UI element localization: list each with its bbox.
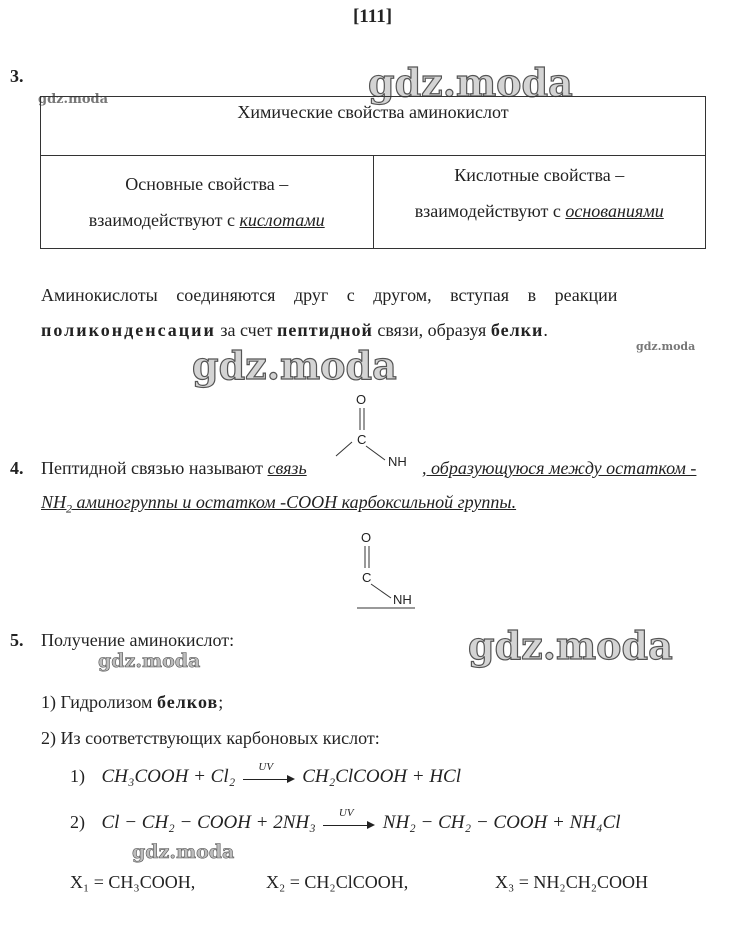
term-polycondensation: поликонденсации xyxy=(41,320,216,340)
acid-properties-label: Кислотные свойства – xyxy=(454,165,625,185)
basic-properties-cell xyxy=(41,156,374,249)
equation-1 xyxy=(70,760,462,788)
watermark-logo: gdz.moda xyxy=(636,340,696,353)
paragraph-line-1 xyxy=(41,285,735,306)
carbon-atom: C xyxy=(362,570,372,585)
nh-group: NH xyxy=(393,592,412,607)
task-5-number: 5. xyxy=(10,630,24,650)
answer-x1: X₁ = CH₃COOH, xyxy=(70,872,196,892)
item-1-text: Гидролизом xyxy=(60,692,153,712)
basic-properties-line2: взаимодействуют с xyxy=(88,210,235,230)
acid-properties-answer: основаниями xyxy=(565,201,664,221)
acid-properties-cell xyxy=(373,156,706,249)
item-1-number: 1) xyxy=(41,692,56,712)
equation-1-lhs: CH₃COOH + Cl₂ xyxy=(101,766,236,787)
task-5-title: Получение аминокислот: xyxy=(41,630,235,650)
answer-x3: X₃ = NH₂CH₂COOH xyxy=(495,872,648,892)
term-peptide: пептидной xyxy=(277,320,373,340)
equation-1-rhs: CH₂ClCOOH + HCl xyxy=(302,766,462,787)
task-4-number: 4. xyxy=(10,458,24,478)
equation-2-condition: UV xyxy=(338,806,354,819)
item-2-number: 2) xyxy=(41,728,56,748)
task-5-item-1 xyxy=(41,692,223,713)
reaction-arrow-icon xyxy=(323,806,375,831)
task-4-answer-word: связь xyxy=(267,458,307,478)
page-number: [111] xyxy=(352,6,393,27)
acid-properties-line2: взаимодействуют с xyxy=(414,201,561,221)
equation-2-number: 2) xyxy=(70,812,85,832)
basic-properties-answer: кислотами xyxy=(239,210,325,230)
task-3-number: 3. xyxy=(10,66,24,86)
task-5-item-2 xyxy=(41,728,380,749)
peptide-bond-structure xyxy=(330,390,420,475)
peptide-bond-structure-2 xyxy=(355,528,435,613)
term-proteins: белки xyxy=(490,320,544,340)
task-4-answer-nh: NH xyxy=(41,492,67,512)
watermark-logo: gdz.moda xyxy=(468,623,673,668)
equation-2-lhs: Cl − CH₂ − COOH + 2NH₃ xyxy=(101,812,316,833)
carbon-atom: C xyxy=(357,432,367,447)
basic-properties-label: Основные свойства – xyxy=(125,174,289,194)
reaction-arrow-icon xyxy=(243,760,295,785)
nh-group: NH xyxy=(388,454,407,469)
task-4-answer-rest: аминогруппы и остатком -COOH карбоксильной группы. xyxy=(72,492,517,512)
task-4-prefix: Пептидной связью называют xyxy=(41,458,263,478)
item-1-end: ; xyxy=(218,692,224,712)
item-2-text: Из соответствующих карбоновых кислот: xyxy=(60,728,380,748)
item-1-bold: белков xyxy=(156,692,219,712)
task-4-line-2 xyxy=(41,492,516,517)
paragraph-text: связи, образуя xyxy=(377,320,487,340)
watermark-logo: gdz.moda xyxy=(132,841,235,863)
equation-1-condition: UV xyxy=(258,760,274,773)
watermark-logo: gdz.moda xyxy=(368,60,573,105)
oxygen-atom: O xyxy=(361,530,372,545)
task-4-line-1 xyxy=(41,458,307,479)
paragraph-text: . xyxy=(543,320,548,340)
equation-1-number: 1) xyxy=(70,766,85,786)
watermark-logo: gdz.moda xyxy=(192,343,397,388)
amino-acid-properties-table xyxy=(40,96,706,249)
answer-x2: X₂ = CH₂ClCOOH, xyxy=(266,872,409,892)
equation-2-rhs: NH₂ − CH₂ − COOH + NH₄Cl xyxy=(382,812,621,833)
paragraph-line-2 xyxy=(41,320,548,341)
paragraph-text: за счет xyxy=(220,320,273,340)
watermark-logo: gdz.moda xyxy=(38,92,109,107)
task-4-answer-cont: , образующуюся между остатком - xyxy=(422,458,697,478)
paragraph-text: Аминокислоты соединяются друг с другом, вступая в реакции xyxy=(41,285,618,305)
equation-2 xyxy=(70,806,621,834)
table-title: Химические свойства аминокислот xyxy=(41,97,706,156)
task-4-answer-sub: 2 xyxy=(66,501,73,516)
oxygen-atom: O xyxy=(356,392,367,407)
watermark-logo: gdz.moda xyxy=(98,650,201,672)
